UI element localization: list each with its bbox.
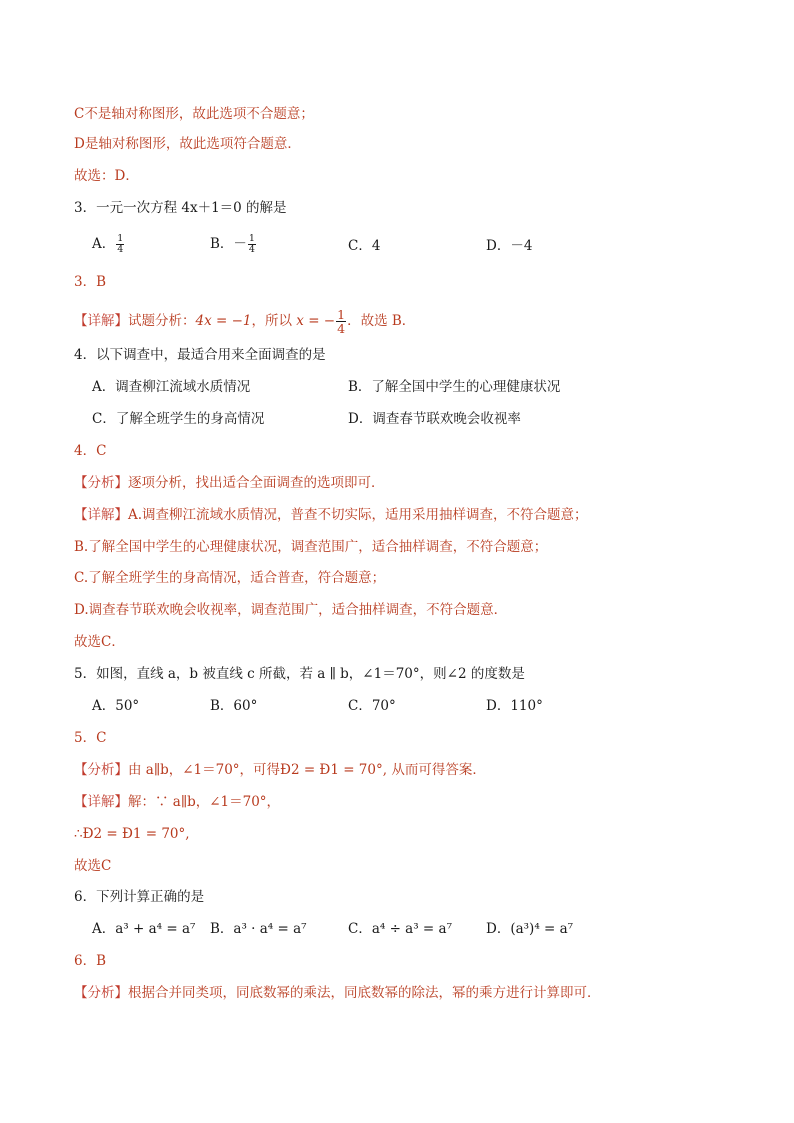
question-6-option-c: C．a⁴ ÷ a³ = a⁷ [348, 921, 452, 937]
question-4-option-a: A．调查柳江流域水质情况 [92, 379, 251, 395]
answer-3: 3．B [74, 274, 107, 290]
answer-6-analysis: 【分析】根据合并同类项，同底数幂的乘法，同底数幂的除法，幂的乘方进行计算即可． [74, 985, 601, 1001]
question-5-option-b: B．60° [210, 698, 258, 714]
question-3-option-a: A． $\frac{1}{4}$ [92, 233, 124, 255]
question-5-option-a: A．50° [92, 698, 140, 714]
question-5-option-c: C．70° [348, 698, 396, 714]
answer-choose-c: 故选C． [74, 634, 125, 650]
question-3-option-d: D．－4 [486, 238, 533, 254]
answer-4-analysis: 【分析】逐项分析，找出适合全面调查的选项即可． [74, 475, 385, 491]
question-6-option-b: B．a³ · a⁴ = a⁷ [210, 921, 307, 937]
answer-4-detail-c: C.了解全班学生的身高情况，适合普查，符合题意； [74, 570, 386, 586]
answer-4: 4．C [74, 443, 107, 459]
question-6-stem: 6．下列计算正确的是 [74, 889, 205, 905]
analysis-line-c: C不是轴对称图形，故此选项不合题意； [74, 106, 314, 122]
question-3-option-b: B．－ $\frac{1}{4}$ [210, 233, 255, 255]
question-4-option-d: D．调查春节联欢晚会收视率 [348, 411, 521, 427]
question-3-stem: 3．一元一次方程 4x＋1＝0 的解是 [74, 200, 287, 216]
answer-5-detail: 【详解】解：∵ a∥b，∠1＝70°， [74, 794, 281, 810]
question-5-stem: 5．如图，直线 a，b 被直线 c 所截，若 a ∥ b，∠1＝70°，则∠2 的度数是 [74, 666, 525, 682]
answer-choose-d: 故选：D． [74, 168, 139, 184]
question-4-option-b: B．了解全国中学生的心理健康状况 [348, 379, 561, 395]
answer-3-detail: 【详解】试题分析：4x = −1，所以 x = − $\frac{1}{4}$ ．故选 B． [74, 307, 416, 336]
answer-5-therefore: ∴Ð2 = Ð1 = 70°, [74, 826, 190, 842]
question-4-option-c: C．了解全班学生的身高情况 [92, 411, 265, 427]
answer-6: 6．B [74, 953, 107, 969]
answer-4-detail-b: B.了解全国中学生的心理健康状况，调查范围广，适合抽样调查，不符合题意； [74, 539, 548, 555]
analysis-line-d: D是轴对称图形，故此选项符合题意． [74, 136, 301, 152]
answer-4-detail-a: 【详解】A.调查柳江流域水质情况，普查不切实际，适用采用抽样调查，不符合题意； [74, 507, 588, 523]
answer-choose-c-2: 故选C [74, 858, 112, 874]
question-5-option-d: D．110° [486, 698, 543, 714]
question-6-option-d: D．(a³)⁴ = a⁷ [486, 921, 574, 937]
question-4-stem: 4．以下调查中，最适合用来全面调查的是 [74, 347, 326, 363]
question-3-option-c: C．4 [348, 238, 381, 254]
answer-4-detail-d: D.调查春节联欢晚会收视率，调查范围广，适合抽样调查，不符合题意． [74, 602, 508, 618]
answer-5-analysis: 【分析】由 a∥b，∠1＝70°，可得Ð2 = Ð1 = 70°, 从而可得答案． [74, 762, 486, 778]
answer-5: 5．C [74, 730, 107, 746]
question-6-option-a: A．a³ + a⁴ = a⁷ [92, 921, 196, 937]
